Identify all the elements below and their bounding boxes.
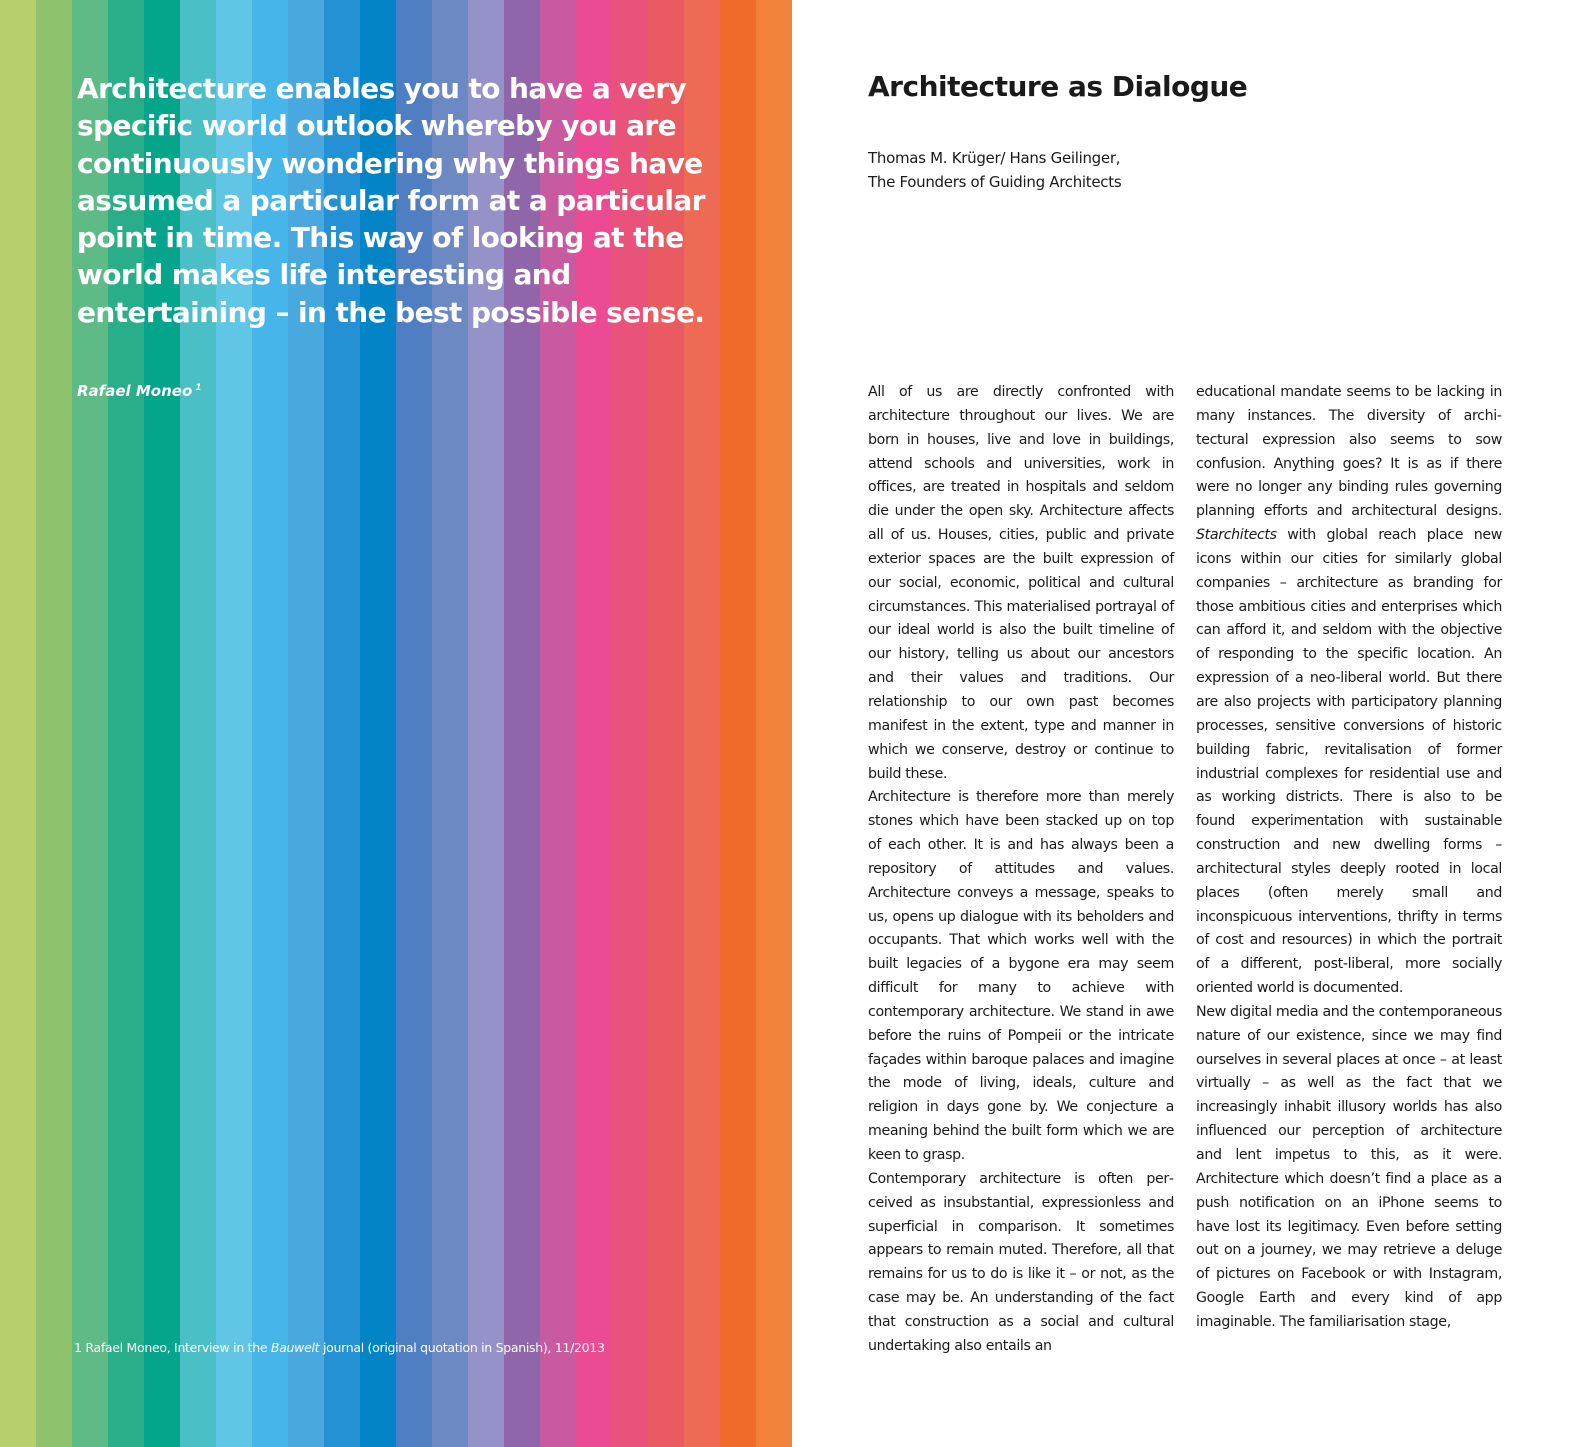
article-authors — [868, 146, 1121, 194]
paragraph: Contemporary architecture is often perceived as insubstantial, expressionless and superficial in comparison. It sometimes appears to remain muted. Therefore, all that remains for us to do is like it – or not, as the case may be. An understanding of the fact that construction as a social and cultural undertaking also entails an — [868, 1170, 1174, 1354]
paragraph: Architecture is therefore more than merely stones which have been stacked up on top of each other. It is and has always been a repository of attitudes and values. Architecture conveys a message, speaks to us, opens up dialogue with its beholders and occupants. That which works well with the built legacies of a bygone era may seem difficult for many to achieve with contemporary architecture. We stand in awe before the ruins of Pompeii or the intricate façades within baroque palaces and imagine the mode of living, ideals, culture and religion in days gone by. We conjecture a meaning behind the built form which we are keen to grasp. — [868, 789, 1174, 1163]
footnote-text-after: journal (original quotation in Spanish), 11/2013 — [322, 1340, 605, 1355]
text-column-1 — [868, 381, 1174, 1359]
right-page — [792, 0, 1583, 1447]
pull-quote: Architecture enables you to have a very specific world outlook whereby you are continuously wondering why things have assumed a particular form at a particular point in time. This way of looking at the world makes life interesting and entertaining – in the best possible sense. — [77, 72, 705, 329]
quote-author — [77, 382, 202, 400]
paragraph-italic-term: Starchitects — [1196, 527, 1277, 544]
text-column-2 — [1196, 381, 1502, 1335]
authors-names: Thomas M. Krüger/ Hans Geilinger, — [868, 149, 1121, 167]
footnote — [74, 1340, 605, 1355]
color-stripe — [36, 0, 72, 1447]
footnote-journal-name: Bauwelt — [270, 1340, 320, 1355]
quote-author-name: Rafael Moneo — [77, 382, 193, 400]
article-title: Architecture as Dialogue — [868, 70, 1248, 103]
paragraph: New digital media and the contemporaneous nature of our existence, since we may find ourselves in several places at once – at least virtually – as well as the fact that we increasingly inhabit illusory worlds has also influenced our perception of architecture and lent impetus to this, as it were. Architecture which doesn’t find a place as a push notification on an iPhone seems to have lost its legitimacy. Even before setting out on a journey, we may retrieve a deluge of pictures on Facebook or with Instagram, Google Earth and every kind of app imaginable. The familiarisation stage, — [1196, 1003, 1502, 1330]
footnote-text-before: Rafael Moneo, Interview in the — [85, 1340, 268, 1355]
color-stripe — [756, 0, 792, 1447]
quote-footnote-ref: 1 — [195, 383, 202, 393]
paragraph-text: educational mandate seems to be lacking in many instances. The diversity of architectural expression also seems to sow confusion. Anything goes? It is as if there were no longer any binding rules governing planning efforts and architectural designs. — [1196, 384, 1502, 520]
color-stripe — [0, 0, 36, 1447]
paragraph-text: with global reach place new icons within our cities for similarly global companies – architecture as branding for those ambitious cities and enterprises which can afford it, and seldom with the objective of responding to the specific location. An expression of a neo-liberal world. But there are also projects with participatory planning processes, sensitive conversions of historic building fabric, revitalisation of former industrial complexes for residential use and as working districts. There is also to be found experimentation with sustainable construction and new dwelling forms – architectural styles deeply rooted in local places (often merely small and inconspicuous interventions, thrifty in terms of cost and resources) in which the portrait of a different, post-liberal, more socially oriented world is documented. — [1196, 527, 1502, 997]
color-stripe — [720, 0, 756, 1447]
footnote-number: 1 — [74, 1340, 82, 1355]
paragraph — [1196, 381, 1502, 1001]
authors-role: The Founders of Guiding Architects — [868, 173, 1122, 191]
paragraph: All of us are directly confronted with architecture throughout our lives. We are born in houses, live and love in buildings, attend schools and universities, work in offices, are treated in hospitals and seldom die under the open sky. Architecture affects all of us. Houses, cities, public and private exterior spaces are the built expression of our social, economic, political and cultural circumstances. This materialised portrayal of our ideal world is also the built timeline of our history, telling us about our ancestors and their values and traditions. Our relationship to our own past becomes manifest in the extent, type and manner in which we conserve, destroy or continue to build these. — [868, 384, 1174, 782]
